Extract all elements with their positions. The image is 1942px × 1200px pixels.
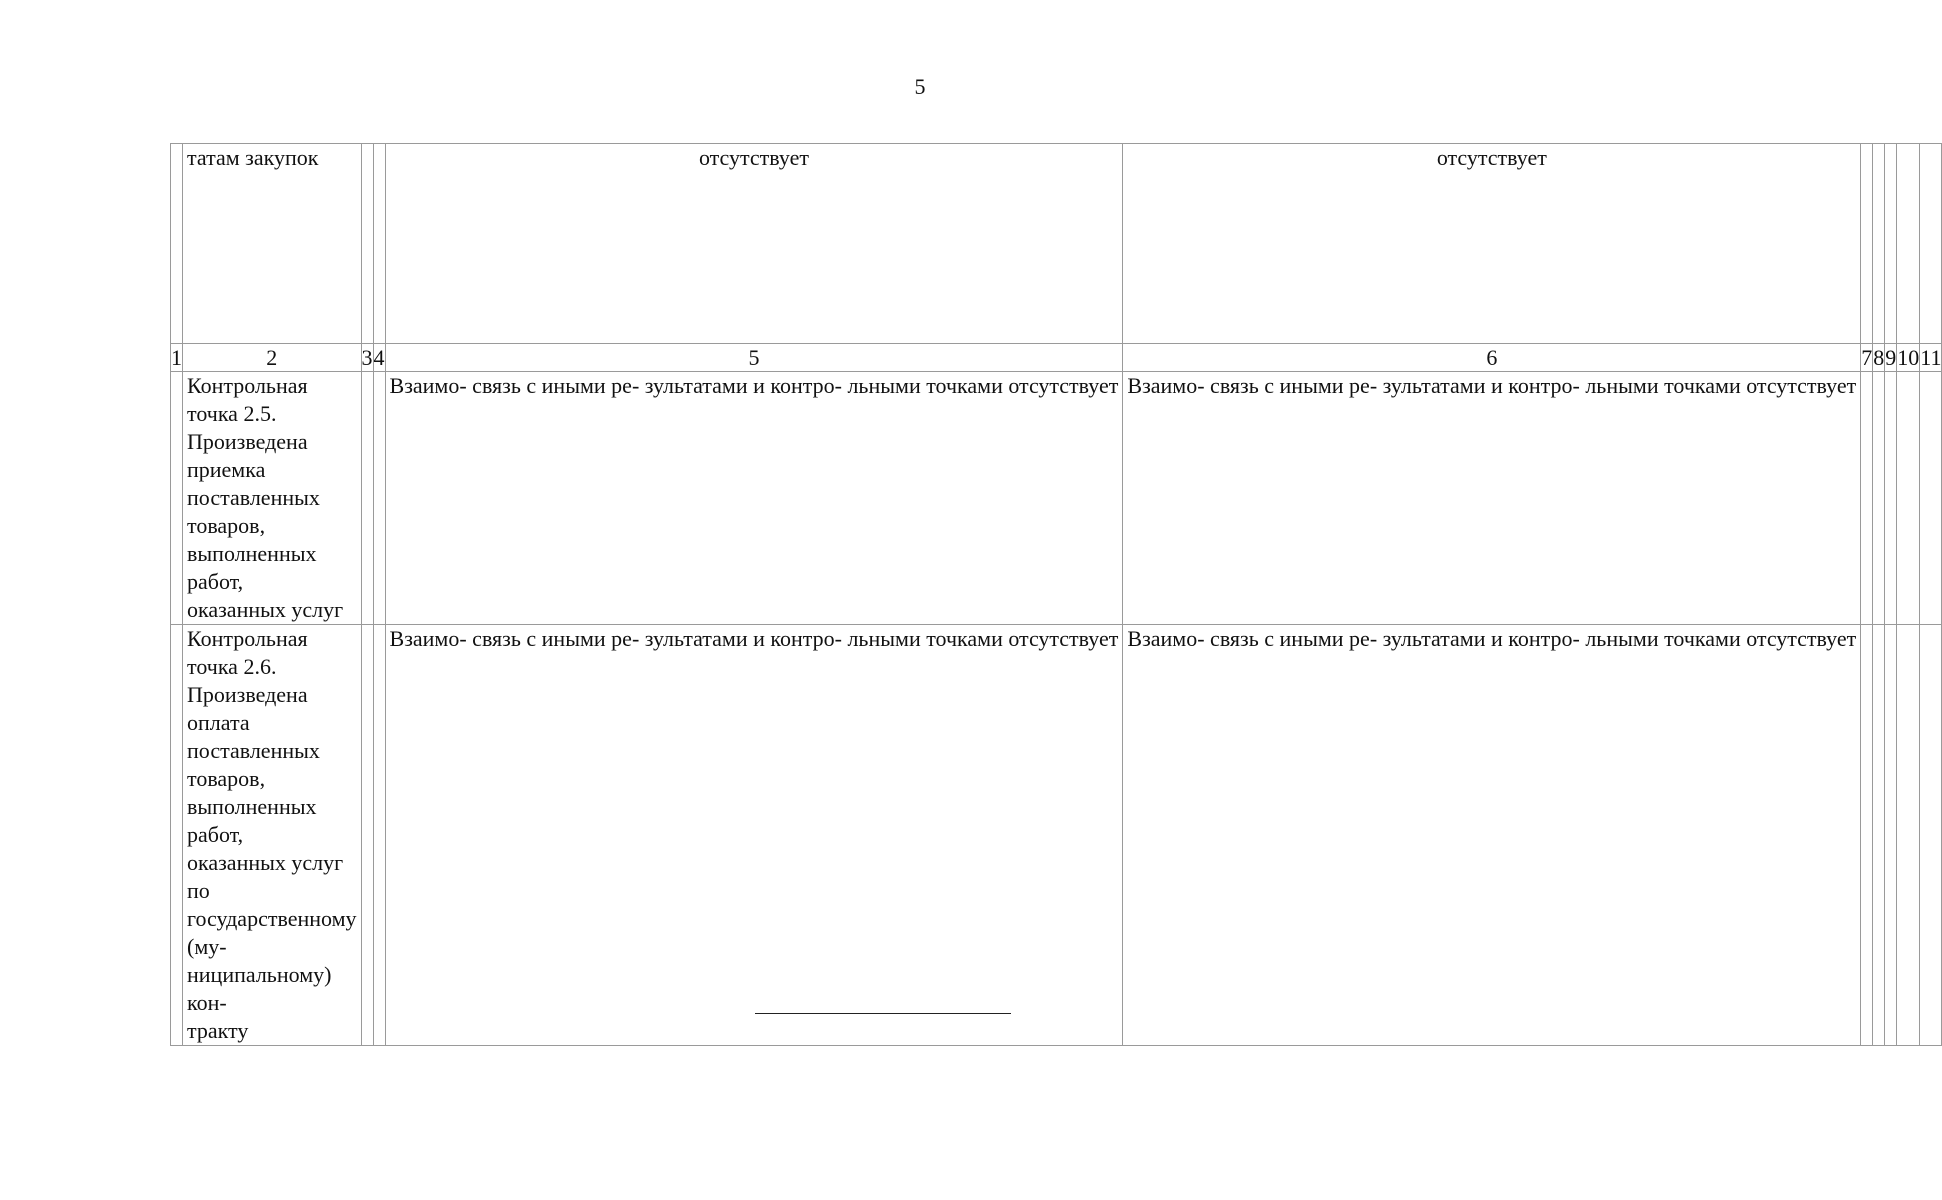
cell-col9: [1885, 144, 1897, 344]
column-number-7: 7: [1861, 345, 1873, 370]
cell-col4: [373, 372, 385, 625]
cell-col2: Контрольная точка 2.6. Произведена оплата поставленных товаров, выполненных работ, оказанных услуг по государственному (му- ниципальному) кон- тракту: [183, 625, 362, 1046]
column-number-1: 1: [171, 345, 182, 370]
cell-col9: [1885, 625, 1897, 1046]
cell-col8: [1873, 372, 1885, 625]
cell-col5: отсутствует: [385, 144, 1123, 344]
cell-col7: [1861, 625, 1873, 1046]
cell-col7: [1861, 372, 1873, 625]
cell-col5: Взаимо- связь с иными ре- зультатами и контро- льными точками отсутствует: [385, 625, 1123, 1046]
column-number-10: 10: [1897, 345, 1920, 370]
column-number-9: 9: [1885, 345, 1897, 370]
cell-col5: Взаимо- связь с иными ре- зультатами и контро- льными точками отсутствует: [385, 372, 1123, 625]
cell-col11: [1920, 372, 1942, 625]
cell-col6: Взаимо- связь с иными ре- зультатами и контро- льными точками отсутствует: [1123, 372, 1861, 625]
column-numbers-row: [171, 344, 1942, 372]
table-row-control-point-2-6: [171, 625, 1942, 1046]
column-number-4: 4: [373, 345, 385, 370]
column-number-3: 3: [361, 345, 373, 370]
cell-col8: [1873, 625, 1885, 1046]
cell-col10: [1897, 625, 1920, 1046]
cell-col4: [373, 625, 385, 1046]
column-number-6: 6: [1123, 344, 1861, 372]
cell-col7: [1861, 144, 1873, 344]
column-number-8: 8: [1873, 345, 1885, 370]
cell-col6: Взаимо- связь с иными ре- зультатами и контро- льными точками отсутствует: [1123, 625, 1861, 1046]
cell-col1: [171, 372, 183, 625]
cell-col11: [1920, 625, 1942, 1046]
cell-col9: [1885, 372, 1897, 625]
cell-col3: [361, 625, 373, 1046]
cell-col3: [361, 144, 373, 344]
column-number-11: 11: [1920, 345, 1942, 370]
cell-col1: [171, 144, 183, 344]
cell-col6: отсутствует: [1123, 144, 1861, 344]
cell-col10: [1897, 144, 1920, 344]
cell-col3: [361, 372, 373, 625]
column-number-5: 5: [385, 344, 1123, 372]
cell-col2: Контрольная точка 2.5. Произведена приемка поставленных товаров, выполненных работ, оказанных услуг: [183, 372, 362, 625]
cell-col4: [373, 144, 385, 344]
cell-col11: [1920, 144, 1942, 344]
column-number-2: 2: [183, 344, 362, 372]
table-row-continued: [171, 144, 1942, 344]
cell-col2: татам закупок: [183, 144, 362, 344]
control-points-table: [170, 143, 1942, 1046]
cell-col10: [1897, 372, 1920, 625]
cell-col1: [171, 625, 183, 1046]
cell-col8: [1873, 144, 1885, 344]
footer-separator-line: [755, 1013, 1011, 1014]
page-number: 5: [914, 74, 926, 99]
table-row-control-point-2-5: [171, 372, 1942, 625]
